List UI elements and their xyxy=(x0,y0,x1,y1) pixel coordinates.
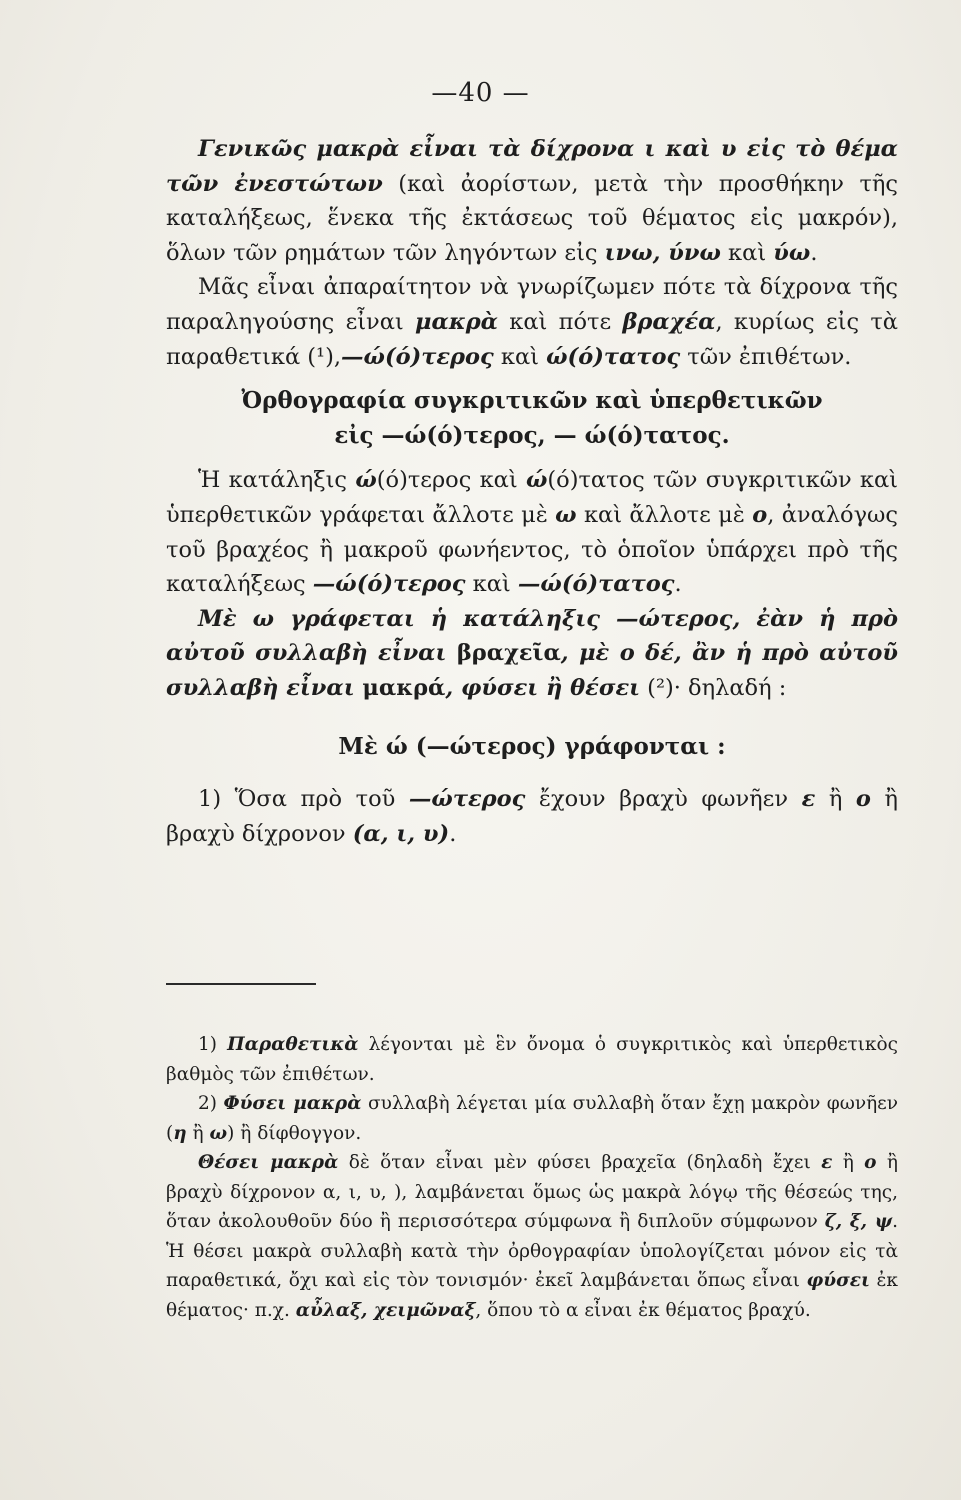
emphasis: Φύσει μακρὰ xyxy=(223,1093,362,1114)
emphasis: ω xyxy=(555,501,577,528)
section-heading-line-2: εἰς —ώ(ό)τερος, — ώ(ό)τατος. xyxy=(334,421,730,449)
emphasis: , φύσει ἢ θέσει xyxy=(445,674,641,701)
text: , ὅπου τὸ α εἶναι ἐκ θέματος βραχύ. xyxy=(475,1299,811,1321)
text: (ό)τατος τῶν συγκριτικῶν καὶ ὑπερθετικῶν γράφεται ἄλλοτε μὲ xyxy=(166,467,898,528)
paragraph-5-rule-1 xyxy=(166,782,898,851)
text: ἔχουν βραχὺ φωνῆεν xyxy=(525,786,802,813)
text: . xyxy=(810,239,818,266)
footnote-divider xyxy=(166,983,316,985)
footnote-2 xyxy=(166,1089,898,1148)
text: Ἡ κατάληξις xyxy=(198,467,356,494)
emphasis: ο xyxy=(855,786,871,813)
emphasis: βραχέα xyxy=(622,308,716,335)
emphasis: μακρὰ xyxy=(415,308,498,335)
emphasis: αὖλαξ, χειμῶναξ xyxy=(295,1299,476,1321)
spacer xyxy=(166,764,898,782)
emphasis: ώ xyxy=(525,467,548,494)
main-text xyxy=(166,132,898,851)
text: . xyxy=(449,820,457,847)
footnote-1 xyxy=(166,1030,898,1089)
paragraph-2 xyxy=(166,270,898,374)
emphasis: ώ xyxy=(355,467,377,494)
spacer xyxy=(166,706,898,730)
emphasis: ο xyxy=(864,1152,877,1173)
paragraph-1 xyxy=(166,132,898,270)
text: δὲ ὅταν εἶναι μὲν φύσει βραχεῖα (δηλαδὴ ἔχει xyxy=(338,1152,822,1173)
text: τῶν ἐπιθέτων. xyxy=(680,343,852,370)
text: (²)· δηλαδή : xyxy=(640,674,787,701)
text: ἢ βραχὺ δίχρονον xyxy=(166,786,898,847)
emphasis: ω xyxy=(209,1122,228,1144)
emphasis: ύω xyxy=(773,239,811,266)
emphasis: Παραθετικὰ xyxy=(227,1034,359,1055)
text: 1) xyxy=(198,1034,228,1055)
paragraph-3 xyxy=(166,463,898,601)
emphasis: Μὲ ω γράφεται ἡ κατάληξις —ώτερος, ἐὰν ἡ πρὸ αὐτοῦ συλλαβὴ εἶναι xyxy=(166,605,898,667)
text: καὶ πότε xyxy=(497,308,623,335)
emphasis: (α, ι, υ) xyxy=(352,820,450,847)
emphasis: ο xyxy=(752,501,768,528)
emphasis: Γενικῶς μακρὰ εἶναι τὰ δίχρονα ι καὶ υ εἰς τὸ θέμα τῶν ἐνεστώτων xyxy=(166,136,898,197)
text: Μᾶς εἶναι ἀπαραίτητον νὰ γνωρίζωμεν πότε τὰ δίχρονα τῆς παραληγούσης εἶναι xyxy=(166,274,898,335)
text: , ἀναλόγως τοῦ βραχέος ἢ μακροῦ φωνήεντος, τὸ ὁποῖον ὑπάρχει πρὸ τῆς καταλήξεως xyxy=(166,501,899,598)
text: ) ἢ δίφθογγον. xyxy=(227,1122,362,1144)
text: (καὶ ἀορίστων, μετὰ τὴν προσθήκην τῆς καταλήξεως, ἕνεκα τῆς ἐκτάσεως τοῦ θέματος εἰς μακρόν), ὅλων τῶν ρημάτων τῶν ληγόντων εἰς xyxy=(166,170,898,266)
spacer xyxy=(166,453,898,463)
emphasis-upright: μακρά xyxy=(362,674,446,701)
emphasis-upright: βραχεῖα xyxy=(456,640,561,667)
text: ἢ xyxy=(186,1122,210,1144)
emphasis: Θέσει μακρὰ xyxy=(198,1152,339,1173)
page-number: —40 — xyxy=(431,78,530,108)
text: ἢ xyxy=(815,786,856,813)
text: καὶ ἄλλοτε μὲ xyxy=(576,501,753,528)
emphasis: —ώτερος xyxy=(408,786,526,813)
emphasis: , μὲ ο δέ, ἂν ἡ πρὸ αὐτοῦ συλλαβὴ εἶναι xyxy=(166,640,898,701)
section-heading-line-1: Ὀρθογραφία συγκριτικῶν καὶ ὑπερθετικῶν xyxy=(241,387,823,415)
emphasis: ε xyxy=(821,1152,833,1173)
text: λέγονται μὲ ἓν ὄνομα ὁ συγκριτικὸς καὶ ὑπερθετικὸς βαθμὸς τῶν ἐπιθέτων. xyxy=(166,1034,898,1085)
text: 2) xyxy=(198,1093,224,1114)
emphasis: —ώ(ό)τατος xyxy=(517,571,675,598)
emphasis: η xyxy=(173,1122,187,1144)
emphasis: —ώ(ό)τερος xyxy=(341,343,494,370)
text: ἢ βραχὺ δίχρονον α, ι, υ, ), λαμβάνεται ὅμως ὡς μακρὰ λόγῳ τῆς θέσεώς της, ὅταν ἀκολουθοῦν δύο ἢ περισσότερα σύμφωνα ἢ διπλοῦν σύμφωνον xyxy=(166,1152,898,1232)
paragraph-4-rule xyxy=(166,602,898,706)
text: ἢ xyxy=(832,1152,865,1173)
emphasis: φύσει xyxy=(806,1270,870,1291)
text: συλλαβὴ λέγεται μία συλλαβὴ ὅταν ἔχῃ μακρὸν φωνῆεν ( xyxy=(166,1093,899,1144)
emphasis: ζ, ξ, ψ xyxy=(824,1211,893,1232)
spacer xyxy=(166,374,898,384)
emphasis: ινω, ύνω xyxy=(604,239,721,266)
text: , κυρίως εἰς τὰ παραθετικά (¹), xyxy=(166,308,898,370)
text: (ό)τερος καὶ xyxy=(376,467,526,494)
footnote-2-continued xyxy=(166,1148,898,1325)
emphasis: ε xyxy=(801,786,816,813)
footnotes xyxy=(166,1030,898,1325)
text: καὶ xyxy=(493,343,547,370)
text: . Ἡ θέσει μακρὰ συλλαβὴ κατὰ τὴν ὀρθογραφίαν ὑπολογίζεται μόνον εἰς τὰ παραθετικά, ὄχι καὶ εἰς τὸν τονισμόν· ἐκεῖ λαμβάνεται ὅπως εἶναι xyxy=(166,1211,899,1291)
text: καὶ xyxy=(720,239,774,266)
emphasis: ώ(ό)τατος xyxy=(546,343,681,370)
text: καὶ xyxy=(465,571,518,598)
emphasis: —ώ(ό)τερος xyxy=(312,571,466,598)
text: . xyxy=(674,571,682,598)
text: 1) Ὅσα πρὸ τοῦ xyxy=(198,786,409,813)
subheading-omega: Μὲ ώ (—ώτερος) γράφονται : xyxy=(338,732,726,760)
text: ἐκ θέματος· π.χ. xyxy=(166,1270,898,1321)
